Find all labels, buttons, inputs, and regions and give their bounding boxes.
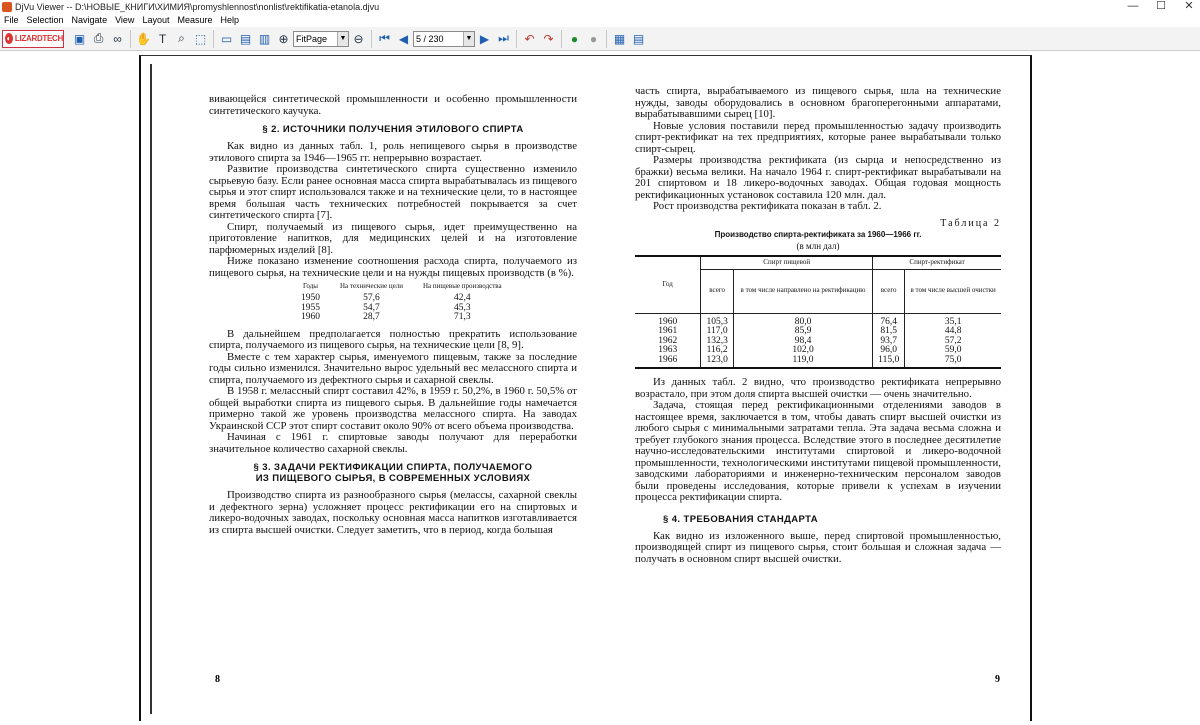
table-row (291, 313, 512, 323)
paragraph: Вместе с тем характер сырья, именуемого пищевым, также за последние годы сильно изменился. Значительно вырос удельный вес мелассного спирта и спирта, получаемого из дефектного сырья и сахарной свеклы. (209, 350, 577, 386)
window-controls (1126, 0, 1196, 12)
table-row (635, 356, 1001, 369)
close-button[interactable]: ✕ (1184, 0, 1194, 12)
paragraph: Новые условия поставили перед промышленностью задачу производить спирт-ректификат на тех предприятиях, которые ранее вырабатывали только спирт-сырец. (635, 119, 1001, 155)
forward-icon[interactable]: ↷ (543, 31, 554, 46)
table-caption: Таблица 2 (940, 217, 1001, 229)
usage-table (291, 283, 512, 323)
facing-pages-icon[interactable]: ▥ (258, 31, 271, 46)
paragraph: Развитие производства синтетического спирта существенно изменило сырьевую базу. Если ранее основная масса спирта вырабатывалась из пищевого сырья и этот спирт использовался также и на технические цели, то в настоящее время большая часть технических потребностей покрывается за счет синтетического спирта [7]. (209, 163, 577, 221)
table-row (291, 294, 512, 304)
table-cell: 117,0 (701, 327, 734, 337)
section-heading: § 3. ЗАДАЧИ РЕКТИФИКАЦИИ СПИРТА, ПОЛУЧАЕМОГО (253, 462, 533, 473)
minimize-button[interactable]: — (1127, 0, 1139, 12)
table-header: в том числе высшей очистки (905, 269, 1001, 313)
table-row (291, 304, 512, 314)
play-icon[interactable]: ● (570, 31, 579, 46)
section-heading: § 2. ИСТОЧНИКИ ПОЛУЧЕНИЯ ЭТИЛОВОГО СПИРТА (262, 124, 524, 135)
brand-label: LIZARDTECH (14, 34, 63, 43)
paragraph: вивающейся синтетической промышленности и особенно промышленности синтетического каучука. (209, 93, 577, 117)
table-cell: 102,0 (733, 346, 872, 356)
paragraph: В 1958 г. мелассный спирт составил 42%, в 1959 г. 50,2%, в 1960 г. 50,5% от общей выработки спирта из пищевого сырья. В дальнейшие годы намечается примерно такой же уровень производства мелассного спирта. На заводах Украинской ССР этот спирт составит около 90% от всего объема производства. (209, 385, 577, 432)
save-icon[interactable]: ▣ (73, 31, 86, 46)
binoculars-icon[interactable]: ∞ (113, 31, 122, 46)
menu-selection[interactable]: Selection (26, 14, 64, 25)
scanned-page-spread (139, 55, 1032, 721)
bookmarks-icon[interactable]: ▤ (632, 31, 645, 46)
toolbar-separator (606, 30, 607, 48)
paragraph: Спирт, получаемый из пищевого сырья, идет преимущественно на приготовление напитков, для медицинских целей и на изготовление парфюмерных изделий [8]. (209, 220, 577, 256)
zoom-out-icon[interactable]: ⊖ (353, 31, 364, 46)
table-cell: 1960 (301, 312, 320, 322)
single-page-icon[interactable]: ▭ (220, 31, 233, 46)
thumbnails-icon[interactable]: ▦ (613, 31, 626, 46)
table-cell: 1950 (301, 293, 320, 303)
table-header: На пищевые производства (422, 282, 502, 290)
right-page-column (635, 86, 1001, 565)
table-cell: 81,5 (873, 327, 905, 337)
production-table (635, 255, 1001, 369)
print-icon[interactable]: ⎙ (93, 31, 104, 45)
zoom-rect-icon[interactable]: ⌕ (178, 31, 185, 45)
menu-help[interactable]: Help (220, 14, 239, 25)
prev-page-icon[interactable]: ◀ (398, 31, 409, 46)
table-cell: 116,2 (701, 346, 734, 356)
table-cell: 93,7 (873, 337, 905, 347)
table-cell: 98,4 (733, 337, 872, 347)
paragraph: часть спирта, вырабатываемого из пищевого сырья, шла на технические нужды, заводы оборудовались в основном брагоперегонными аппаратами, вырабатывавшими сырец [10]. (635, 85, 1001, 120)
table-header: всего (873, 269, 905, 313)
page-indicator: 5 / 230 (416, 33, 444, 44)
page-edge-left (150, 64, 152, 714)
app-icon (2, 2, 12, 12)
lizardtech-brand[interactable] (2, 30, 64, 48)
table-cell: 96,0 (873, 346, 905, 356)
section-heading: § 4. ТРЕБОВАНИЯ СТАНДАРТА (663, 513, 819, 525)
table-cell: 76,4 (873, 313, 905, 327)
back-icon[interactable]: ↶ (524, 31, 535, 46)
zoom-in-icon[interactable]: ⊕ (278, 31, 289, 46)
text-select-icon[interactable]: T (158, 31, 167, 46)
chevron-down-icon[interactable]: ▼ (463, 32, 474, 46)
table-cell: 42,4 (453, 293, 471, 303)
table-header: Спирт-ректификат (873, 256, 1001, 269)
table-cell: 85,9 (733, 327, 872, 337)
menu-file[interactable]: File (4, 14, 19, 25)
select-area-icon[interactable]: ⬚ (194, 31, 207, 46)
paragraph: Как видно из данных табл. 1, роль непищевого сырья в производстве этилового спирта за 1946—1965 гг. непрерывно возрастает. (209, 140, 577, 164)
toolbar-separator (213, 30, 214, 48)
page-select[interactable] (413, 31, 475, 47)
toolbar-separator (516, 30, 517, 48)
last-page-icon[interactable]: ⏭ (498, 31, 509, 45)
left-page-number: 8 (215, 674, 220, 685)
stop-icon[interactable]: ● (589, 31, 598, 46)
table-cell: 35,1 (905, 313, 1001, 327)
table-header: Спирт пищевой (701, 256, 873, 269)
table-cell: 1966 (635, 356, 701, 369)
table-cell: 1962 (658, 335, 678, 346)
table-cell: 59,0 (905, 346, 1001, 356)
table-cell: 123,0 (701, 356, 734, 369)
zoom-mode-select[interactable] (293, 31, 349, 47)
continuous-page-icon[interactable]: ▤ (239, 31, 252, 46)
next-page-icon[interactable]: ▶ (479, 31, 490, 46)
table-unit: (в млн дал) (796, 240, 840, 251)
table-cell: 105,3 (701, 313, 734, 327)
table-cell: 44,8 (905, 327, 1001, 337)
zoom-mode-value: FitPage (296, 33, 328, 44)
left-page-column (209, 94, 577, 536)
paragraph: Начиная с 1961 г. спиртовые заводы получают для переработки значительное количество сахарной свеклы. (209, 431, 577, 455)
menu-bar (0, 13, 1200, 26)
table-cell: 1960 (658, 316, 678, 327)
table-cell: 1961 (658, 326, 678, 336)
table-cell: 115,0 (873, 356, 905, 369)
paragraph: Как видно из изложенного выше, перед спиртовой промышленностью, производящей спирт из пищевого сырья, стоит большая и сложная задача — получать в основном спирт высшей очистки. (635, 529, 1001, 565)
table-cell: 28,7 (363, 312, 380, 322)
toolbar-separator (130, 30, 131, 48)
table-header: Год (635, 256, 701, 313)
chevron-down-icon[interactable]: ▼ (337, 32, 348, 46)
table-row (635, 313, 1001, 327)
maximize-button[interactable]: ☐ (1156, 0, 1166, 12)
menu-view[interactable]: View (115, 14, 135, 25)
paragraph: Производство спирта из разнообразного сырья (мелассы, сахарной свеклы и дефектного зерна) усложняет процесс ректификации его на спиртовых и ликеро-водочных заводах, поскольку основная масса напитков изготавливается из спирта высшей очистки. Следует заметить, что в период, когда большая (209, 489, 577, 536)
first-page-icon[interactable]: ⏮ (379, 31, 390, 45)
table-cell: 54,7 (363, 302, 380, 313)
table-header: Годы (303, 282, 318, 290)
table-cell: 75,0 (905, 356, 1001, 369)
table-header: всего (701, 269, 734, 313)
table-cell: 1955 (301, 302, 320, 313)
menu-layout[interactable]: Layout (142, 14, 170, 25)
table-title: Производство спирта-ректификата за 1960—1966 гг. (714, 230, 922, 239)
paragraph: Размеры производства ректификата (из сырца и непосредственно из бражки) весьма велики. На начало 1964 г. спирт-ректификат вырабатывали на 201 спиртовом и 18 ликеро-водочных заводах. Общая годовая мощность ректификационных установок составила 120 млн. дал. (635, 154, 1001, 201)
pan-hand-icon[interactable]: ✋ (136, 31, 151, 46)
table-cell: 45,3 (453, 302, 471, 313)
section-heading-line2: ИЗ ПИЩЕВОГО СЫРЬЯ, В СОВРЕМЕННЫХ УСЛОВИЯХ (255, 473, 531, 484)
paragraph: В дальнейшем предполагается полностью прекратить использование спирта, получаемого из пищевого сырья, на технические цели [8, 9]. (209, 327, 577, 351)
title-bar (0, 0, 1200, 13)
toolbar (0, 27, 1200, 51)
document-view[interactable] (0, 51, 1200, 725)
table-cell: 119,0 (733, 356, 872, 369)
paragraph: Из данных табл. 2 видно, что производство ректификата непрерывно возрастало, при этом доля спирта высшей очистки — очень значительно. (635, 376, 1001, 400)
lizard-logo-icon: ◐ (6, 34, 12, 43)
toolbar-separator (371, 30, 372, 48)
table-cell: 80,0 (733, 313, 872, 327)
menu-measure[interactable]: Measure (177, 14, 213, 25)
table-cell: 71,3 (453, 312, 471, 322)
paragraph: Рост производства ректификата показан в табл. 2. (653, 200, 882, 212)
menu-navigate[interactable]: Navigate (71, 14, 108, 25)
paragraph: Ниже показано изменение соотношения расхода спирта, получаемого из пищевого сырья, на технические цели и на нужды пищевых производств (в %). (209, 255, 577, 279)
table-cell: 57,2 (905, 337, 1001, 347)
window-title: DjVu Viewer -- D:\НОВЫЕ_КНИГИ\ХИМИЯ\promyshlennost\nonlist\rektifikatia-etanola.djvu (15, 1, 380, 12)
right-page-number: 9 (995, 674, 1000, 685)
table-cell: 57,6 (363, 293, 380, 303)
table-cell: 1963 (658, 345, 678, 355)
paragraph: Задача, стоящая перед ректификационными отделениями заводов в настоящее время, заключается в том, чтобы давать спирт высшей очистки из любого сырья с минимальными затратами тепла. Эта задача весьма сложна и требует глубокого знания процесса. Вследствие этого в последнее десятилетие научно-исследовательскими институтами спиртовой и ликеро-водочной промышленности, технологическими институтами пищевой промышленности, заводскими лабораториями и инженерно-техническим персоналом заводов были проведены исследования, которые привели к успехам в изучении процесса ректификации спирта. (635, 399, 1001, 503)
table-header: в том числе направлено на ректификацию (733, 269, 872, 313)
table-header: На технические цели (340, 282, 403, 290)
table-cell: 132,3 (701, 337, 734, 347)
toolbar-separator (561, 30, 562, 48)
